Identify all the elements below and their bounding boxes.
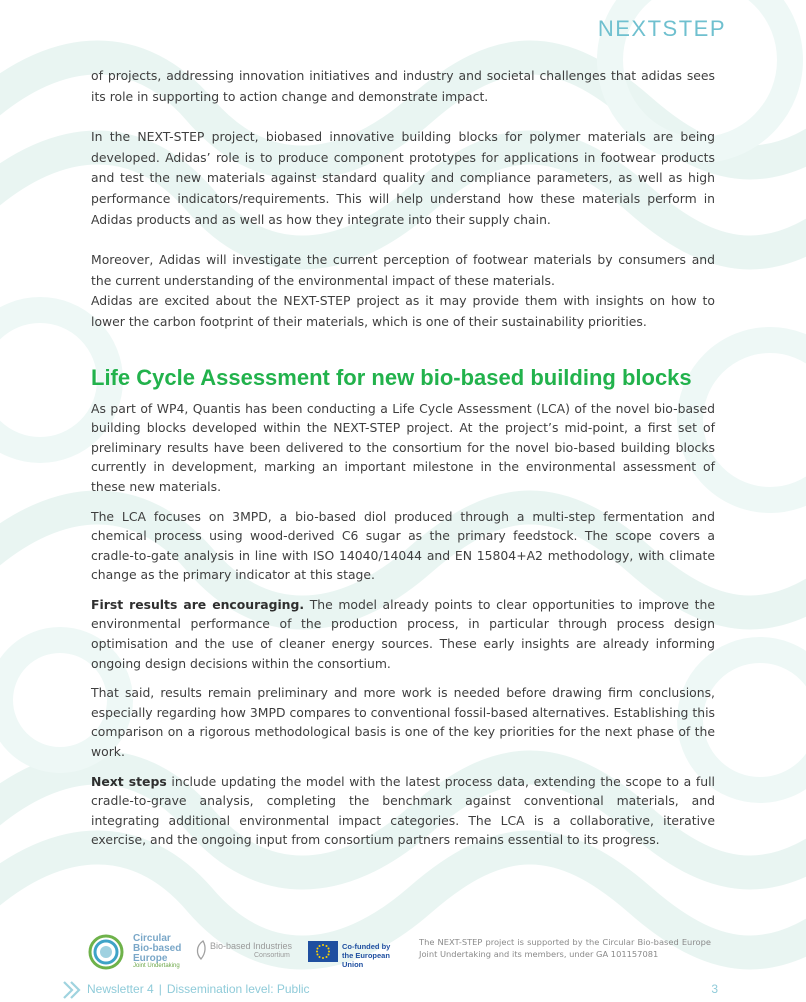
lca-section-title: Life Cycle Assessment for new bio-based building blocks	[91, 364, 692, 390]
footer-label	[87, 982, 310, 996]
lca-focus-paragraph: The LCA focuses on 3MPD, a bio-based diol produced through a multi-step fermentation and chemical process using wood-derived C6 sugar as the primary feedstock. The scope covers a cradle-to-gate analysis in line with ISO 14040/14044 and EN 15804+A2 methodology, with climate change as the primary indicator at this stage.	[91, 508, 715, 583]
main-content	[91, 66, 715, 860]
consumer-perception-paragraph: Moreover, Adidas will investigate the current perception of footwear materials by consumers and the current understanding of the environmental impact of these materials.	[91, 252, 715, 288]
cbe-subtitle: Joint Undertaking	[133, 963, 180, 969]
cbe-circle-icon	[86, 934, 126, 970]
next-steps-paragraph	[91, 772, 715, 850]
eu-cofunded-logo	[308, 941, 408, 969]
dissemination-level: Dissemination level: Public	[166, 982, 310, 996]
bic-logo	[194, 940, 304, 964]
funder-logos	[86, 932, 716, 972]
first-results-text: The model already points to clear opportunities to improve the environmental performance of the production process, in particular through process design optimisation and the use of cleaner energy sources. These early insights are already informing ongoing design decisions within the consortium.	[91, 596, 715, 671]
page-footer	[62, 980, 722, 1000]
adidas-role-paragraph: In the NEXT-STEP project, biobased innovative building blocks for polymer materials are being developed. Adidas’ role is to produce component prototypes for applications in footwear products and test the new materials against standard quality and compliance parameters, as well as high performance indicators/requirements. This will help understand how these materials perform in Adidas products and as well as how they integrate into their supply chain.	[91, 129, 715, 227]
lca-intro-paragraph: As part of WP4, Quantis has been conducting a Life Cycle Assessment (LCA) of the novel bio-based building blocks developed within the NEXT-STEP project. At the project’s mid-point, a first set of preliminary results have been delivered to the consortium for the novel bio-based building blocks currently in development, marking an important milestone in the environmental assessment of these new materials.	[91, 400, 715, 494]
eu-cofunded-text: Co-funded by the European Union	[342, 942, 391, 969]
cbe-name: Circular Bio-based Europe	[133, 933, 182, 964]
next-steps-lead: Next steps	[91, 773, 167, 789]
leaf-icon	[194, 940, 208, 960]
eu-flag-icon	[308, 941, 338, 962]
bic-subtitle: Consortium	[254, 952, 290, 959]
footer-separator: |	[158, 982, 162, 996]
chevron-right-icon	[62, 980, 84, 1000]
cbe-ju-logo	[86, 932, 186, 972]
preliminary-results-paragraph: That said, results remain preliminary and more work is needed before drawing firm conclusions, especially regarding how 3MPD compares to conventional fossil-based alternatives. Establishing this comparison on a rigorous methodological basis is one of the key priorities for the next phase of the work.	[91, 685, 715, 760]
bic-name: Bio-based Industries	[210, 941, 293, 951]
page-number: 3	[711, 982, 718, 996]
carbon-footprint-paragraph: Adidas are excited about the NEXT-STEP project as it may provide them with insights on how to lower the carbon footprint of their materials, which is one of their sustainability priorities.	[91, 293, 715, 329]
newsletter-label: Newsletter 4	[87, 982, 154, 996]
funding-statement: The NEXT-STEP project is supported by the Circular Bio-based Europe Joint Undertaking and its members, under GA 101157081	[419, 937, 711, 960]
first-results-paragraph	[91, 595, 715, 673]
intro-paragraph-continuation: of projects, addressing innovation initiatives and industry and societal challenges that adidas sees its role in supporting to action change and demonstrate impact.	[91, 68, 715, 104]
next-steps-text: include updating the model with the latest process data, extending the scope to a full cradle-to-grave analysis, completing the benchmark against conventional materials, and integrating additional environmental impact categories. The LCA is a collaborative, iterative exercise, and the ongoing input from consortium partners remains essential to its progress.	[91, 773, 715, 848]
nextstep-logo: NEXTSTEP	[597, 16, 726, 41]
first-results-lead: First results are encouraging.	[91, 596, 305, 612]
